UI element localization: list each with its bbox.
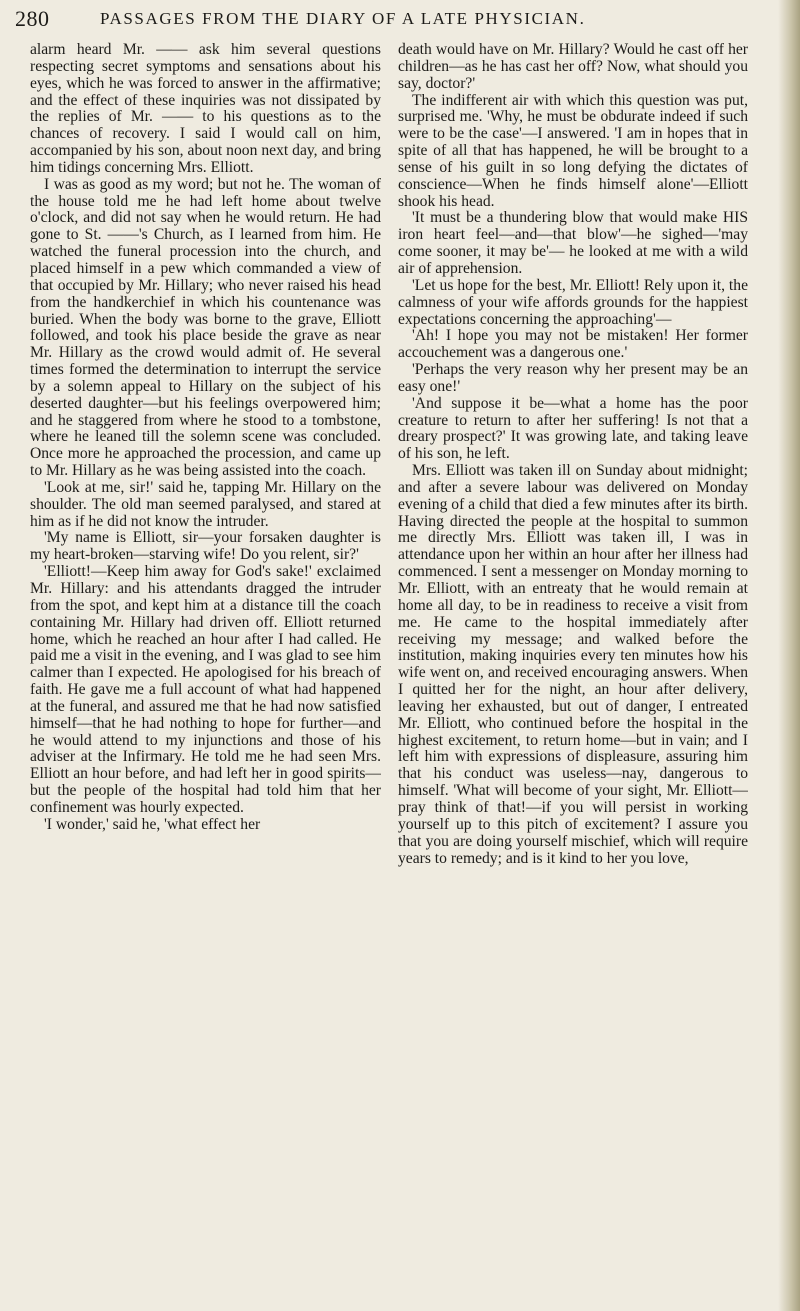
paragraph: 'My name is Elliott, sir—your forsaken daughter is my heart-broken—starving wife! Do you relent, sir?' bbox=[30, 529, 381, 564]
paragraph: 'And suppose it be—what a home has the poor creature to return to after her suffering! Is not that a dreary prospect?' It was growing late, and taking leave of his son, he left. bbox=[398, 394, 748, 463]
paragraph: I was as good as my word; but not he. The woman of the house told me he had left home about twelve o'clock, and did not say when he would return. He had gone to St. ——'s Church, as I learned from him. He watched the funeral procession into the church, and placed himself in a pew which commanded a view of that occupied by Mr. Hillary; who never raised his head from the handkerchief in which his countenance was buried. When the body was borne to the grave, Elliott followed, and took his place beside the grave as near Mr. Hillary as the crowd would admit of. He several times formed the determination to interrupt the service by a solemn appeal to Hillary on the subject of his deserted daughter—but his feelings overpowered him; and he staggered from where he stood to a tombstone, where he leaned till the solemn scene was concluded. Once more he approached the procession, and came up to Mr. Hillary as he was being assisted into the coach. bbox=[30, 175, 381, 480]
paragraph: 'Ah! I hope you may not be mistaken! Her former accouchement was a dangerous one.' bbox=[398, 327, 748, 362]
paragraph: death would have on Mr. Hillary? Would he cast off her children—as he has cast her off? Now, what should you say, doctor?' bbox=[398, 42, 748, 92]
right-column bbox=[398, 42, 748, 1292]
paragraph: 'Let us hope for the best, Mr. Elliott! Rely upon it, the calmness of your wife affords grounds for the happiest expectations concerning the approaching'— bbox=[398, 276, 748, 328]
paragraph: 'Elliott!—Keep him away for God's sake!' exclaimed Mr. Hillary: and his attendants dragged the intruder from the spot, and kept him at a distance till the coach containing Mr. Hillary had driven off. Elliott returned home, which he reached an hour after I had called. He paid me a visit in the evening, and I was glad to see him calmer than I expected. He apologised for his breach of faith. He gave me a full account of what had happened at the funeral, and assured me that he had now satisfied himself—that he had nothing to hope for further—and he would attend to my injunctions and those of his adviser at the Infirmary. He told me he had seen Mrs. Elliott an hour before, and had left her in good spirits—but the people of the hospital had told him that her confinement was hourly expected. bbox=[30, 563, 381, 816]
paragraph: The indifferent air with which this question was put, surprised me. 'Why, he must be obdurate indeed if such were to be the case'—I answered. 'I am in hopes that in spite of all that has happened, he will be brought to a sense of his guilt in so long defying the dictates of conscience—When he finds himself alone'—Elliott shook his head. bbox=[398, 91, 748, 210]
page-binding-edge bbox=[778, 0, 800, 1311]
left-column bbox=[30, 42, 381, 1292]
paragraph: 'Perhaps the very reason why her present may be an easy one!' bbox=[398, 361, 748, 395]
paragraph: Mrs. Elliott was taken ill on Sunday about midnight; and after a severe labour was delivered on Monday evening of a child that died a few minutes after its birth. Having directed the people at the hospital to summon me directly Mrs. Elliott was taken ill, I was in attendance upon her within an hour after her illness had commenced. I sent a messenger on Monday morning to Mr. Elliott, with an entreaty that he would remain at home all day, to be in readiness to receive a visit from me. He came to the hospital immediately after receiving my message; and walked before the institution, making inquiries every ten minutes how his wife went on, and received encouraging answers. When I quitted her for the night, an hour after delivery, leaving her exhausted, but out of danger, I entreated Mr. Elliott, who continued before the hospital in the highest excitement, to return home—but in vain; and I left him with expressions of displeasure, assuring him that his conduct was useless—nay, dangerous to himself. 'What will become of your sight, Mr. Elliott—pray think of that!—if you will persist in working yourself up to this pitch of excitement? I assure you that you are doing yourself mischief, which will require years to remedy; and is it kind to her you love, bbox=[398, 462, 748, 867]
paragraph: 'Look at me, sir!' said he, tapping Mr. Hillary on the shoulder. The old man seemed paralysed, and stared at him as if he did not know the intruder. bbox=[30, 478, 381, 530]
paragraph: alarm heard Mr. —— ask him several questions respecting secret symptoms and sensations about his eyes, which he was forced to answer in the affirmative; and the effect of these inquiries was not dissipated by the replies of Mr. —— to his questions as to the chances of recovery. I said I would call on him, accompanied by his son, about noon next day, and bring him tidings concerning Mrs. Elliott. bbox=[30, 42, 381, 176]
running-title: PASSAGES FROM THE DIARY OF A LATE PHYSICIAN. bbox=[100, 9, 586, 28]
paragraph: 'It must be a thundering blow that would make HIS iron heart feel—and—that blow'—he sighed—'may come sooner, it may be'— he looked at me with a wild air of apprehension. bbox=[398, 209, 748, 277]
paragraph: 'I wonder,' said he, 'what effect her bbox=[44, 815, 261, 833]
page-number: 280 bbox=[15, 6, 50, 31]
page-header bbox=[0, 0, 800, 40]
